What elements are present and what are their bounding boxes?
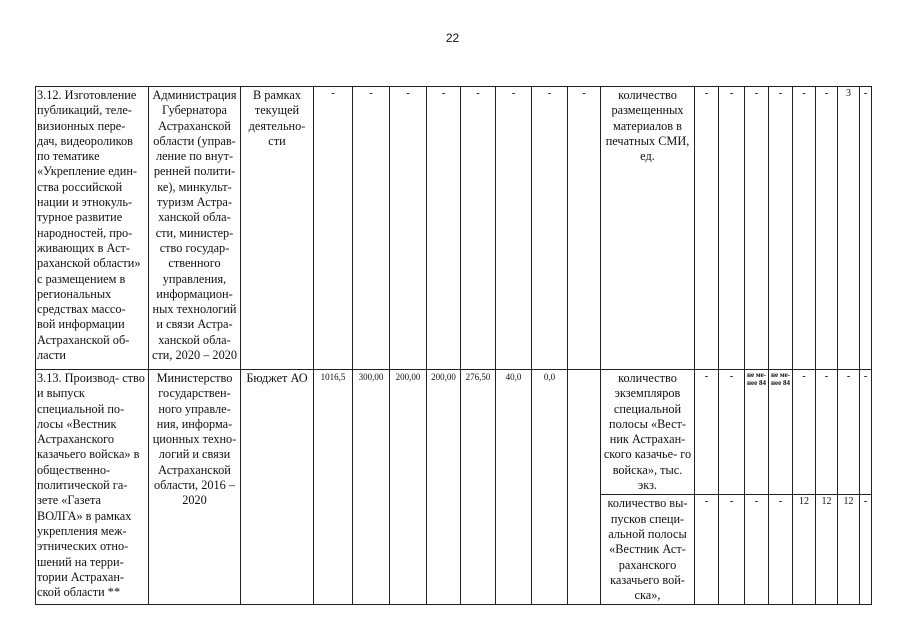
value-cell: 200,00 xyxy=(427,370,461,605)
target-cell: - xyxy=(838,370,860,495)
target-cell: не ме- нее 84 xyxy=(769,370,793,495)
target-cell: - xyxy=(860,370,872,495)
funding-source: В рамках текущей деятельно- сти xyxy=(241,87,314,370)
measure-name: 3.13. Производ- ство и выпуск специальной по- лосы «Вестник Астраханского казачьего войска» в общественно- политической га- зете «Газета ВОЛГА» в рамках укрепления меж- этнических отно- шений на терри- тории Астрахан- ской области ** xyxy=(36,370,149,605)
table-row xyxy=(36,370,872,495)
target-cell: - xyxy=(719,87,745,370)
executor: Администрация Губернатора Астраханской области (управ- ление по внут- ренней полити- ке), минкульт- туризм Астра- ханской обла- сти, министер- ство государ- ственного управления, информацион- ных технологий и связи Астра- ханской обла- сти, 2020 – 2020 xyxy=(149,87,241,370)
target-cell: - xyxy=(769,87,793,370)
value-cell: - xyxy=(532,87,568,370)
target-cell: - xyxy=(745,87,769,370)
indicator: количество вы- пусков специ- альной полосы «Вестник Аст- раханского казачьего вой- ска», xyxy=(601,495,695,605)
funding-source: Бюджет АО xyxy=(241,370,314,605)
value-cell: 40,0 xyxy=(496,370,532,605)
value-cell: - xyxy=(390,87,427,370)
target-cell: 3 xyxy=(838,87,860,370)
target-cell: - xyxy=(745,495,769,605)
value-cell: - xyxy=(568,87,601,370)
target-cell: - xyxy=(695,370,719,495)
value-cell: 1016,5 xyxy=(314,370,353,605)
target-cell: - xyxy=(793,370,816,495)
target-cell: - xyxy=(695,495,719,605)
executor: Министерство государствен- ного управле- ния, информа- ционных техно- логий и связи Астраханской области, 2016 – 2020 xyxy=(149,370,241,605)
value-cell: - xyxy=(496,87,532,370)
indicator: количество экземпляров специальной полосы «Вест- ник Астрахан- ского казачье- го войска», тыс. экз. xyxy=(601,370,695,495)
target-cell: - xyxy=(695,87,719,370)
program-table xyxy=(35,86,872,605)
target-cell: - xyxy=(860,87,872,370)
value-cell: 200,00 xyxy=(390,370,427,605)
value-cell: - xyxy=(427,87,461,370)
value-cell: - xyxy=(353,87,390,370)
target-cell: не ме- нее 84 xyxy=(745,370,769,495)
indicator: количество размещенных материалов в печатных СМИ, ед. xyxy=(601,87,695,370)
table-row xyxy=(36,87,872,370)
value-cell: - xyxy=(461,87,496,370)
target-cell: 12 xyxy=(793,495,816,605)
target-cell: - xyxy=(719,495,745,605)
target-cell: 12 xyxy=(838,495,860,605)
value-cell: 0,0 xyxy=(532,370,568,605)
target-cell: - xyxy=(816,370,838,495)
target-cell: - xyxy=(860,495,872,605)
page-number: 22 xyxy=(445,31,460,45)
value-cell xyxy=(568,370,601,605)
value-cell: - xyxy=(314,87,353,370)
target-cell: - xyxy=(816,87,838,370)
value-cell: 276,50 xyxy=(461,370,496,605)
target-cell: - xyxy=(793,87,816,370)
target-cell: 12 xyxy=(816,495,838,605)
target-cell: - xyxy=(769,495,793,605)
measure-name: 3.12. Изготовление публикаций, теле- визионных пере- дач, видеороликов по тематике «Укрепление един- ства российской нации и этнокуль- турное развитие народностей, про- живающих в Аст- раханской области» с размещением в региональных средствах массо- вой информации Астраханской об- ласти xyxy=(36,87,149,370)
target-cell: - xyxy=(719,370,745,495)
value-cell: 300,00 xyxy=(353,370,390,605)
